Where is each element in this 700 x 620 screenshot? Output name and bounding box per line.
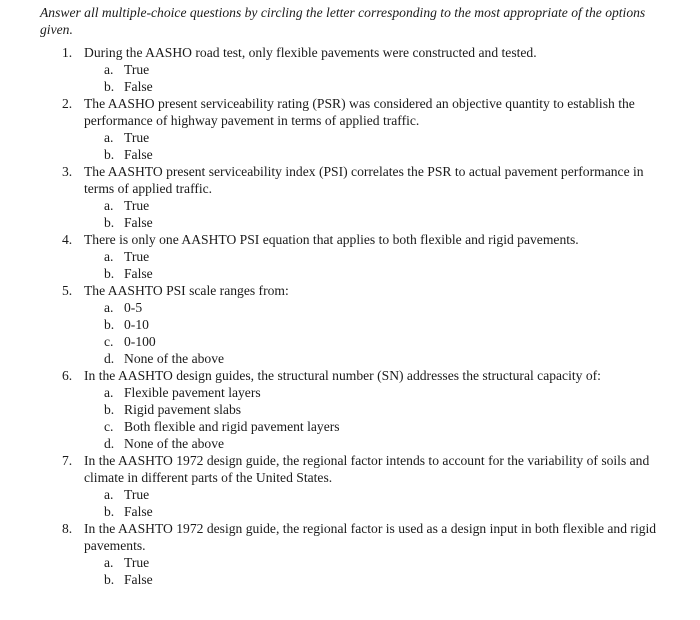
option-letter[interactable]: a.	[104, 300, 114, 315]
option-text: Both flexible and rigid pavement layers	[124, 419, 340, 434]
option-letter[interactable]: c.	[104, 419, 114, 434]
question-text: In the AASHTO design guides, the structural number (SN) addresses the structural capacity of:	[84, 368, 601, 383]
option-letter[interactable]: b.	[104, 215, 115, 230]
option-text: False	[124, 147, 153, 162]
question-number: 5.	[62, 283, 73, 298]
option-letter[interactable]: a.	[104, 385, 114, 400]
option-text: False	[124, 79, 153, 94]
question-6-option-3[interactable]	[0, 418, 700, 435]
option-letter[interactable]: d.	[104, 351, 115, 366]
question-5-option-2[interactable]	[0, 316, 700, 333]
question-text: The AASHTO PSI scale ranges from:	[84, 283, 289, 298]
question-6	[0, 367, 700, 452]
option-text: 0-5	[124, 300, 143, 315]
option-letter[interactable]: a.	[104, 62, 114, 77]
question-5-option-3[interactable]	[0, 333, 700, 350]
question-5	[0, 282, 700, 367]
option-list	[0, 384, 700, 452]
option-text: False	[124, 504, 153, 519]
option-text: True	[124, 198, 150, 213]
option-letter[interactable]: b.	[104, 266, 115, 281]
question-number: 8.	[62, 521, 73, 536]
option-letter[interactable]: b.	[104, 317, 115, 332]
option-text: None of the above	[124, 351, 225, 366]
question-8	[0, 520, 700, 588]
question-7-option-2[interactable]	[0, 503, 700, 520]
option-text: Rigid pavement slabs	[124, 402, 242, 417]
option-text: False	[124, 266, 153, 281]
question-text: During the AASHO road test, only flexible pavements were constructed and tested.	[84, 45, 537, 60]
option-text: 0-100	[124, 334, 156, 349]
option-list	[0, 486, 700, 520]
question-list	[0, 44, 700, 588]
question-number: 3.	[62, 164, 73, 179]
option-list	[0, 299, 700, 367]
question-5-option-4[interactable]	[0, 350, 700, 367]
question-7-option-1[interactable]	[0, 486, 700, 503]
option-text: True	[124, 130, 150, 145]
instructions-text: Answer all multiple-choice questions by circling the letter corresponding to the most appropriate of the options given.	[40, 5, 646, 37]
question-6-option-4[interactable]	[0, 435, 700, 452]
question-number: 2.	[62, 96, 73, 111]
option-list	[0, 61, 700, 95]
question-text: In the AASHTO 1972 design guide, the regional factor intends to account for the variability of soils and climate in different parts of the United States.	[84, 453, 650, 485]
option-text: 0-10	[124, 317, 149, 332]
option-letter[interactable]: d.	[104, 436, 115, 451]
option-list	[0, 197, 700, 231]
question-2-option-2[interactable]	[0, 146, 700, 163]
option-text: True	[124, 487, 150, 502]
question-8-option-1[interactable]	[0, 554, 700, 571]
question-number: 4.	[62, 232, 73, 247]
question-4-option-1[interactable]	[0, 248, 700, 265]
question-7	[0, 452, 700, 520]
option-letter[interactable]: c.	[104, 334, 114, 349]
question-5-option-1[interactable]	[0, 299, 700, 316]
option-text: False	[124, 215, 153, 230]
question-6-option-2[interactable]	[0, 401, 700, 418]
question-3-option-2[interactable]	[0, 214, 700, 231]
option-letter[interactable]: b.	[104, 147, 115, 162]
option-letter[interactable]: a.	[104, 249, 114, 264]
question-number: 1.	[62, 45, 73, 60]
option-letter[interactable]: a.	[104, 487, 114, 502]
option-letter[interactable]: b.	[104, 402, 115, 417]
question-6-option-1[interactable]	[0, 384, 700, 401]
option-letter[interactable]: a.	[104, 555, 114, 570]
question-text: There is only one AASHTO PSI equation that applies to both flexible and rigid pavements.	[84, 232, 579, 247]
question-2	[0, 95, 700, 163]
option-text: None of the above	[124, 436, 225, 451]
question-number: 7.	[62, 453, 73, 468]
question-8-option-2[interactable]	[0, 571, 700, 588]
option-list	[0, 554, 700, 588]
question-text: In the AASHTO 1972 design guide, the regional factor is used as a design input in both flexible and rigid pavements.	[84, 521, 657, 553]
question-1	[0, 44, 700, 95]
option-text: Flexible pavement layers	[124, 385, 261, 400]
question-text: The AASHO present serviceability rating (PSR) was considered an objective quantity to establish the performance of highway pavement in terms of applied traffic.	[84, 96, 635, 128]
option-text: False	[124, 572, 153, 587]
option-letter[interactable]: b.	[104, 572, 115, 587]
option-letter[interactable]: a.	[104, 198, 114, 213]
question-4-option-2[interactable]	[0, 265, 700, 282]
option-list	[0, 248, 700, 282]
option-letter[interactable]: b.	[104, 504, 115, 519]
question-4	[0, 231, 700, 282]
question-1-option-1[interactable]	[0, 61, 700, 78]
question-number: 6.	[62, 368, 73, 383]
question-3-option-1[interactable]	[0, 197, 700, 214]
option-letter[interactable]: a.	[104, 130, 114, 145]
question-text: The AASHTO present serviceability index (PSI) correlates the PSR to actual pavement performance in terms of applied traffic.	[84, 164, 644, 196]
option-text: True	[124, 249, 150, 264]
option-list	[0, 129, 700, 163]
question-3	[0, 163, 700, 231]
question-1-option-2[interactable]	[0, 78, 700, 95]
option-letter[interactable]: b.	[104, 79, 115, 94]
option-text: True	[124, 62, 150, 77]
question-2-option-1[interactable]	[0, 129, 700, 146]
option-text: True	[124, 555, 150, 570]
